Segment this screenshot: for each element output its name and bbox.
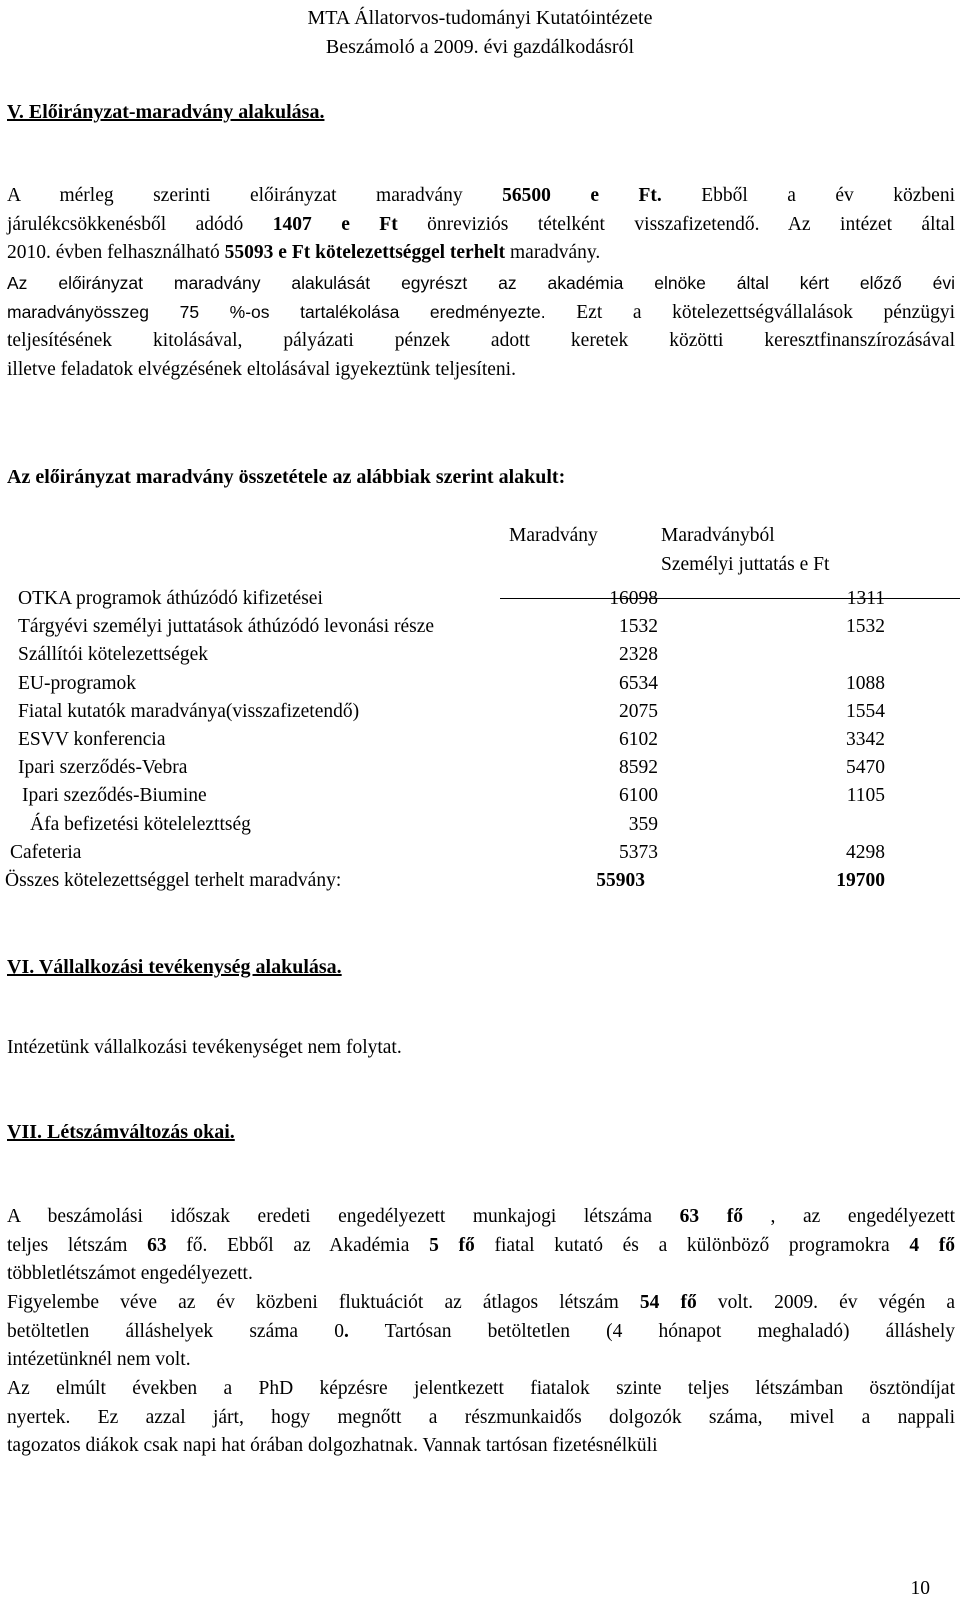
section-7-paragraph-3 xyxy=(7,1375,955,1461)
s7p3-line-3: tagozatos diákok csak napi hat órában dolgozhatnak. Vannak tartósan fizetésnélküli xyxy=(7,1435,658,1457)
col-header-maradvany: Maradvány xyxy=(509,525,598,546)
row-label: EU-programok xyxy=(18,672,137,694)
row-maradvany: 6100 xyxy=(619,785,658,807)
row-label: Áfa befizetési kötelelezttség xyxy=(30,813,251,835)
row-maradvany: 16098 xyxy=(609,588,658,609)
s7p3-line-2: nyertek. Ez azzal járt, hogy megnőtt a részmunkaidős dolgozók száma, mivel a nappali xyxy=(7,1406,955,1428)
p2-line-3: teljesítésének kitolásával, pályázati pénzek adott keretek közötti keresztfinanszírozásával xyxy=(7,330,955,352)
section-6-text: Intézetünk vállalkozási tevékenységet nem folytat. xyxy=(7,1037,402,1058)
s7p3-line-1: Az elmúlt években a PhD képzésre jelentkezett fiatalok szinte teljes létszámban ösztöndíjat xyxy=(7,1378,955,1399)
table-row xyxy=(0,811,960,839)
page-header xyxy=(0,4,960,62)
s7p1-line-1: A beszámolási időszak eredeti engedélyezett munkajogi létszáma 63 fő , az engedélyezett xyxy=(7,1206,955,1227)
row-maradvany: 6534 xyxy=(619,672,658,694)
row-maradvany: 2328 xyxy=(619,644,658,666)
section-6-heading: VI. Vállalkozási tevékenység alakulása. xyxy=(7,956,342,978)
row-szemelyi: 1088 xyxy=(846,672,885,694)
table-row xyxy=(0,839,960,867)
row-label: Fiatal kutatók maradványa(visszafizetendő) xyxy=(18,700,360,722)
row-szemelyi: 1532 xyxy=(846,616,885,638)
s7p1-line-2: teljes létszám 63 fő. Ebből az Akadémia 5 fő fiatal kutató és a különböző programokra 4 fő xyxy=(7,1234,955,1256)
section-5-paragraph-2 xyxy=(7,269,955,384)
p1-line-3: 2010. évben felhasználható 55093 e Ft kötelezettséggel terhelt maradvány. xyxy=(7,242,601,264)
table-title: Az előirányzat maradvány összetétele az alábbiak szerint alakult: xyxy=(7,466,566,488)
row-szemelyi: 4298 xyxy=(846,841,885,863)
p2-line-1: Az előirányzat maradvány alakulását egyrészt az akadémia elnöke által kért előző évi xyxy=(7,273,955,293)
p2-line-4: illetve feladatok elvégzésének eltolásával igyekeztünk teljesíteni. xyxy=(7,358,516,380)
row-label: ESVV konferencia xyxy=(18,729,166,750)
page-number: 10 xyxy=(910,1578,930,1599)
p1-line-1: A mérleg szerinti előirányzat maradvány 56500 e Ft. Ebből a év közbeni xyxy=(7,185,955,206)
s7p2-line-3: intézetünknél nem volt. xyxy=(7,1349,191,1371)
row-label: Összes kötelezettséggel terhelt maradvány: xyxy=(5,870,342,891)
table-row xyxy=(0,782,960,810)
table-row xyxy=(0,613,960,641)
table-total-row xyxy=(0,867,960,895)
row-maradvany: 6102 xyxy=(619,729,658,750)
table-row xyxy=(0,585,960,613)
row-szemelyi: 3342 xyxy=(846,729,885,750)
table-row xyxy=(0,698,960,726)
s7p2-line-1: Figyelembe véve az év közbeni fluktuációt az átlagos létszám 54 fő volt. 2009. év végén a xyxy=(7,1292,955,1313)
row-label: Tárgyévi személyi juttatások áthúzódó levonási része xyxy=(18,616,435,638)
row-szemelyi: 1311 xyxy=(846,588,885,609)
s7p1-line-3: többletlétszámot engedélyezett. xyxy=(7,1263,253,1285)
col-header-maradvanybol: Maradványból xyxy=(661,525,775,546)
row-label: Ipari szerződés-Vebra xyxy=(18,757,188,779)
row-label: Szállítói kötelezettségek xyxy=(18,644,209,666)
table-row xyxy=(0,641,960,669)
section-7-heading: VII. Létszámváltozás okai. xyxy=(7,1121,235,1143)
header-report: Beszámoló a 2009. évi gazdálkodásról xyxy=(325,36,635,58)
row-szemelyi: 5470 xyxy=(846,757,885,779)
row-szemelyi: 1554 xyxy=(846,700,885,722)
row-maradvany: 55903 xyxy=(596,870,645,891)
row-label: Ipari szeződés-Biumine xyxy=(22,785,207,807)
row-maradvany: 5373 xyxy=(619,841,658,863)
row-maradvany: 2075 xyxy=(619,700,658,722)
row-maradvany: 8592 xyxy=(619,757,658,779)
row-maradvany: 1532 xyxy=(619,616,658,638)
section-5-heading: V. Előirányzat-maradvány alakulása. xyxy=(7,101,325,123)
section-7-paragraph-1 xyxy=(7,1203,955,1289)
row-szemelyi: 1105 xyxy=(846,785,885,807)
row-maradvany: 359 xyxy=(628,813,658,835)
table-row xyxy=(0,726,960,754)
p2-line-2: maradványösszeg 75 %-os tartalékolása eredményezte. Ezt a kötelezettségvállalások pénzügyi xyxy=(7,301,955,323)
s7p2-line-2: betöltetlen álláshelyek száma 0. Tartósan betöltetlen (4 hónapot meghaladó) álláshely xyxy=(7,1320,955,1342)
section-7-paragraph-2 xyxy=(7,1289,955,1375)
row-label: OTKA programok áthúzódó kifizetései xyxy=(18,588,323,609)
table-row xyxy=(0,754,960,782)
section-5-paragraph-1 xyxy=(7,182,955,268)
col-header-szemelyi: Személyi juttatás e Ft xyxy=(661,554,830,575)
table-row xyxy=(0,670,960,698)
p1-line-2: járulékcsökkenésből adódó 1407 e Ft önreviziós tételként visszafizetendő. Az intézet által xyxy=(7,213,955,235)
header-institute: MTA Állatorvos-tudományi Kutatóintézete xyxy=(307,7,653,29)
row-label: Cafeteria xyxy=(10,841,82,863)
row-szemelyi: 19700 xyxy=(836,870,885,891)
